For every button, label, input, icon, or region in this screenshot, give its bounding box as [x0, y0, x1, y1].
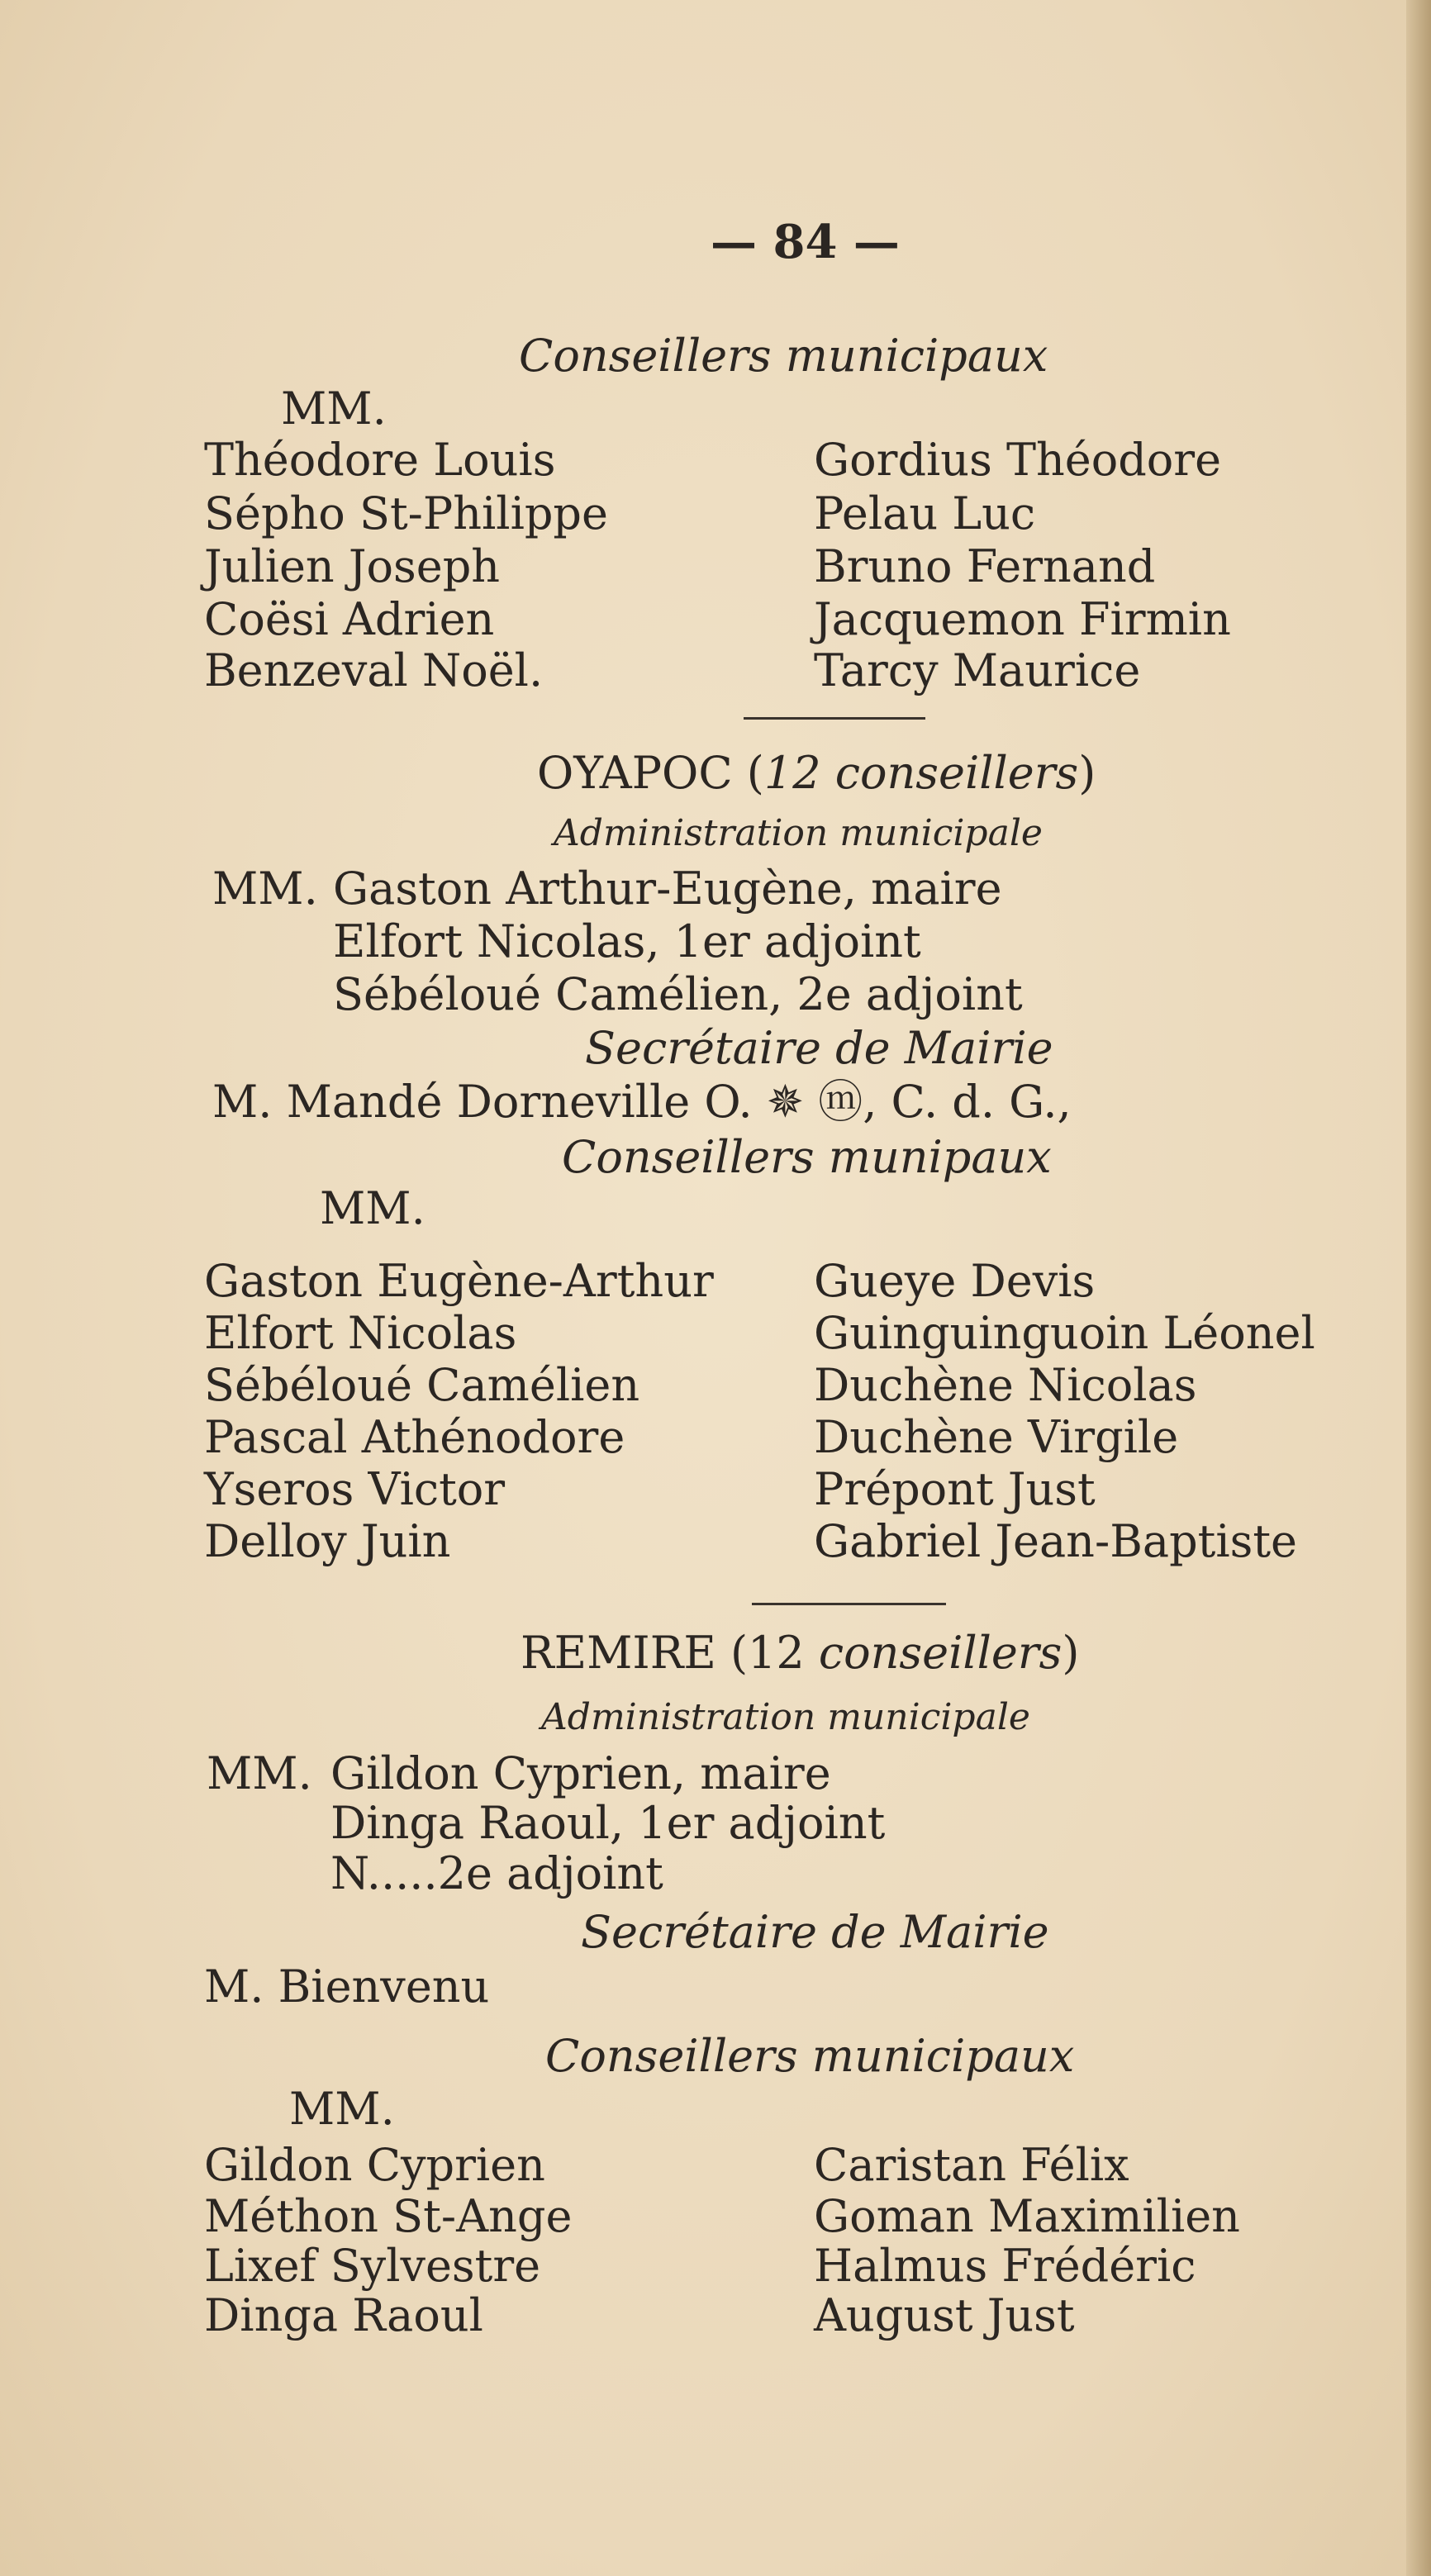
- council-member: Julien Joseph: [204, 540, 501, 592]
- page-number: — 84 —: [711, 215, 900, 269]
- council-member: Gordius Théodore: [814, 434, 1222, 486]
- council-member: Duchène Virgile: [814, 1411, 1179, 1463]
- council-member: Lixef Sylvestre: [204, 2240, 541, 2292]
- council-member: Sébéloué Camélien: [204, 1359, 640, 1411]
- commune-title: REMIRE (12 conseillers): [521, 1627, 1080, 1679]
- council-member: Sépho St-Philippe: [204, 487, 608, 539]
- council-member: Caristan Félix: [814, 2139, 1129, 2191]
- council-heading: Conseillers municipaux: [519, 330, 1048, 382]
- mm-label: MM.: [289, 2083, 395, 2135]
- council-member: Prépont Just: [814, 1463, 1096, 1515]
- secretary: M. Bienvenu: [204, 1961, 490, 2013]
- council-member: August Just: [814, 2289, 1075, 2341]
- secretary-heading: Secrétaire de Mairie: [585, 1022, 1053, 1074]
- officer: Gaston Arthur-Eugène, maire: [333, 863, 1002, 915]
- commune-title: OYAPOC (12 conseillers): [537, 747, 1096, 799]
- section-divider: [752, 1603, 946, 1605]
- secretary-heading: Secrétaire de Mairie: [581, 1906, 1049, 1958]
- admin-heading: Administration municipale: [554, 812, 1043, 854]
- officer: N.....2e adjoint: [330, 1847, 663, 1899]
- council-member: Yseros Victor: [204, 1463, 506, 1515]
- admin-heading: Administration municipale: [541, 1696, 1030, 1738]
- council-member: Guinguinguoin Léonel: [814, 1307, 1315, 1359]
- page-edge: [1406, 0, 1431, 2576]
- officer: Sébéloué Camélien, 2e adjoint: [333, 968, 1023, 1020]
- council-member: Tarcy Maurice: [814, 644, 1141, 696]
- mm-label: MM.: [320, 1182, 425, 1234]
- council-member: Duchène Nicolas: [814, 1359, 1197, 1411]
- council-heading: Conseillers munipaux: [562, 1131, 1052, 1183]
- council-member: Dinga Raoul: [204, 2289, 483, 2341]
- council-member: Goman Maximilien: [814, 2190, 1240, 2242]
- officer: Elfort Nicolas, 1er adjoint: [333, 915, 921, 967]
- council-member: Halmus Frédéric: [814, 2240, 1196, 2292]
- council-member: Coësi Adrien: [204, 593, 495, 645]
- mm-label: MM.: [212, 863, 318, 915]
- council-member: Pelau Luc: [814, 487, 1036, 539]
- council-heading: Conseillers municipaux: [545, 2030, 1075, 2082]
- council-member: Delloy Juin: [204, 1515, 451, 1567]
- council-member: Théodore Louis: [204, 434, 556, 486]
- council-member: Méthon St-Ange: [204, 2190, 573, 2242]
- mm-label: MM.: [281, 383, 387, 435]
- mm-label: MM.: [207, 1747, 312, 1799]
- council-member: Gildon Cyprien: [204, 2139, 545, 2191]
- council-member: Gueye Devis: [814, 1255, 1096, 1307]
- council-member: Bruno Fernand: [814, 540, 1156, 592]
- council-member: Elfort Nicolas: [204, 1307, 517, 1359]
- council-member: Jacquemon Firmin: [814, 593, 1231, 645]
- council-member: Gaston Eugène-Arthur: [204, 1255, 714, 1307]
- secretary: M. Mandé Dorneville O. ✵ ⓜ, C. d. G.,: [212, 1076, 1072, 1128]
- council-member: Benzeval Noël.: [204, 644, 544, 696]
- council-member: Pascal Athénodore: [204, 1411, 625, 1463]
- officer: Gildon Cyprien, maire: [330, 1747, 831, 1799]
- officer: Dinga Raoul, 1er adjoint: [330, 1797, 886, 1849]
- section-divider: [744, 717, 925, 720]
- council-member: Gabriel Jean-Baptiste: [814, 1515, 1297, 1567]
